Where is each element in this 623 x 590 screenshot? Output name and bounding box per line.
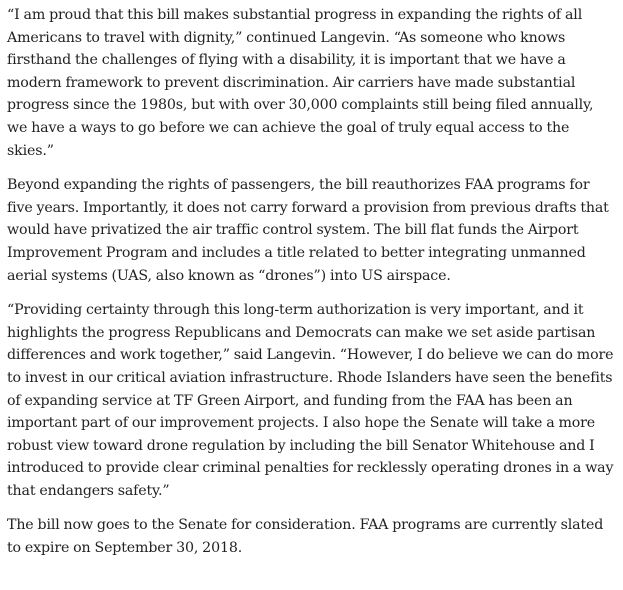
article-paragraph: Beyond expanding the rights of passengers, the bill reauthorizes FAA programs for five years. Importantly, it does not carry forward a provision from previous drafts that would have privatized the air traffic control system. The bill flat funds the Airport Improvement Program and includes a title related to better integrating unmanned aerial systems (UAS, also known as “drones”) into US airspace.	[7, 177, 609, 284]
article-paragraph: “Providing certainty through this long-term authorization is very important, and it highlights the progress Republicans and Democrats can make we set aside partisan differences and work together,” said Langevin. “However, I do believe we can do more to invest in our critical aviation infrastructure. Rhode Islanders have seen the benefits of expanding service at TF Green Airport, and funding from the FAA has been an important part of our improvement projects. I also hope the Senate will take a more robust view toward drone regulation by including the bill Senator Whitehouse and I introduced to provide clear criminal penalties for recklessly operating drones in a way that endangers safety.”	[7, 302, 614, 499]
article-paragraph: “I am proud that this bill makes substantial progress in expanding the rights of all Americans to travel with dignity,” continued Langevin. “As someone who knows firsthand the challenges of flying with a disability, it is important that we have a modern framework to prevent discrimination. Air carriers have made substantial progress since the 1980s, but with over 30,000 complaints still being filed annually, we have a ways to go before we can achieve the goal of truly equal access to the skies.”	[7, 7, 594, 159]
article-paragraph: The bill now goes to the Senate for consideration. FAA programs are currently slated to expire on September 30, 2018.	[7, 517, 604, 557]
